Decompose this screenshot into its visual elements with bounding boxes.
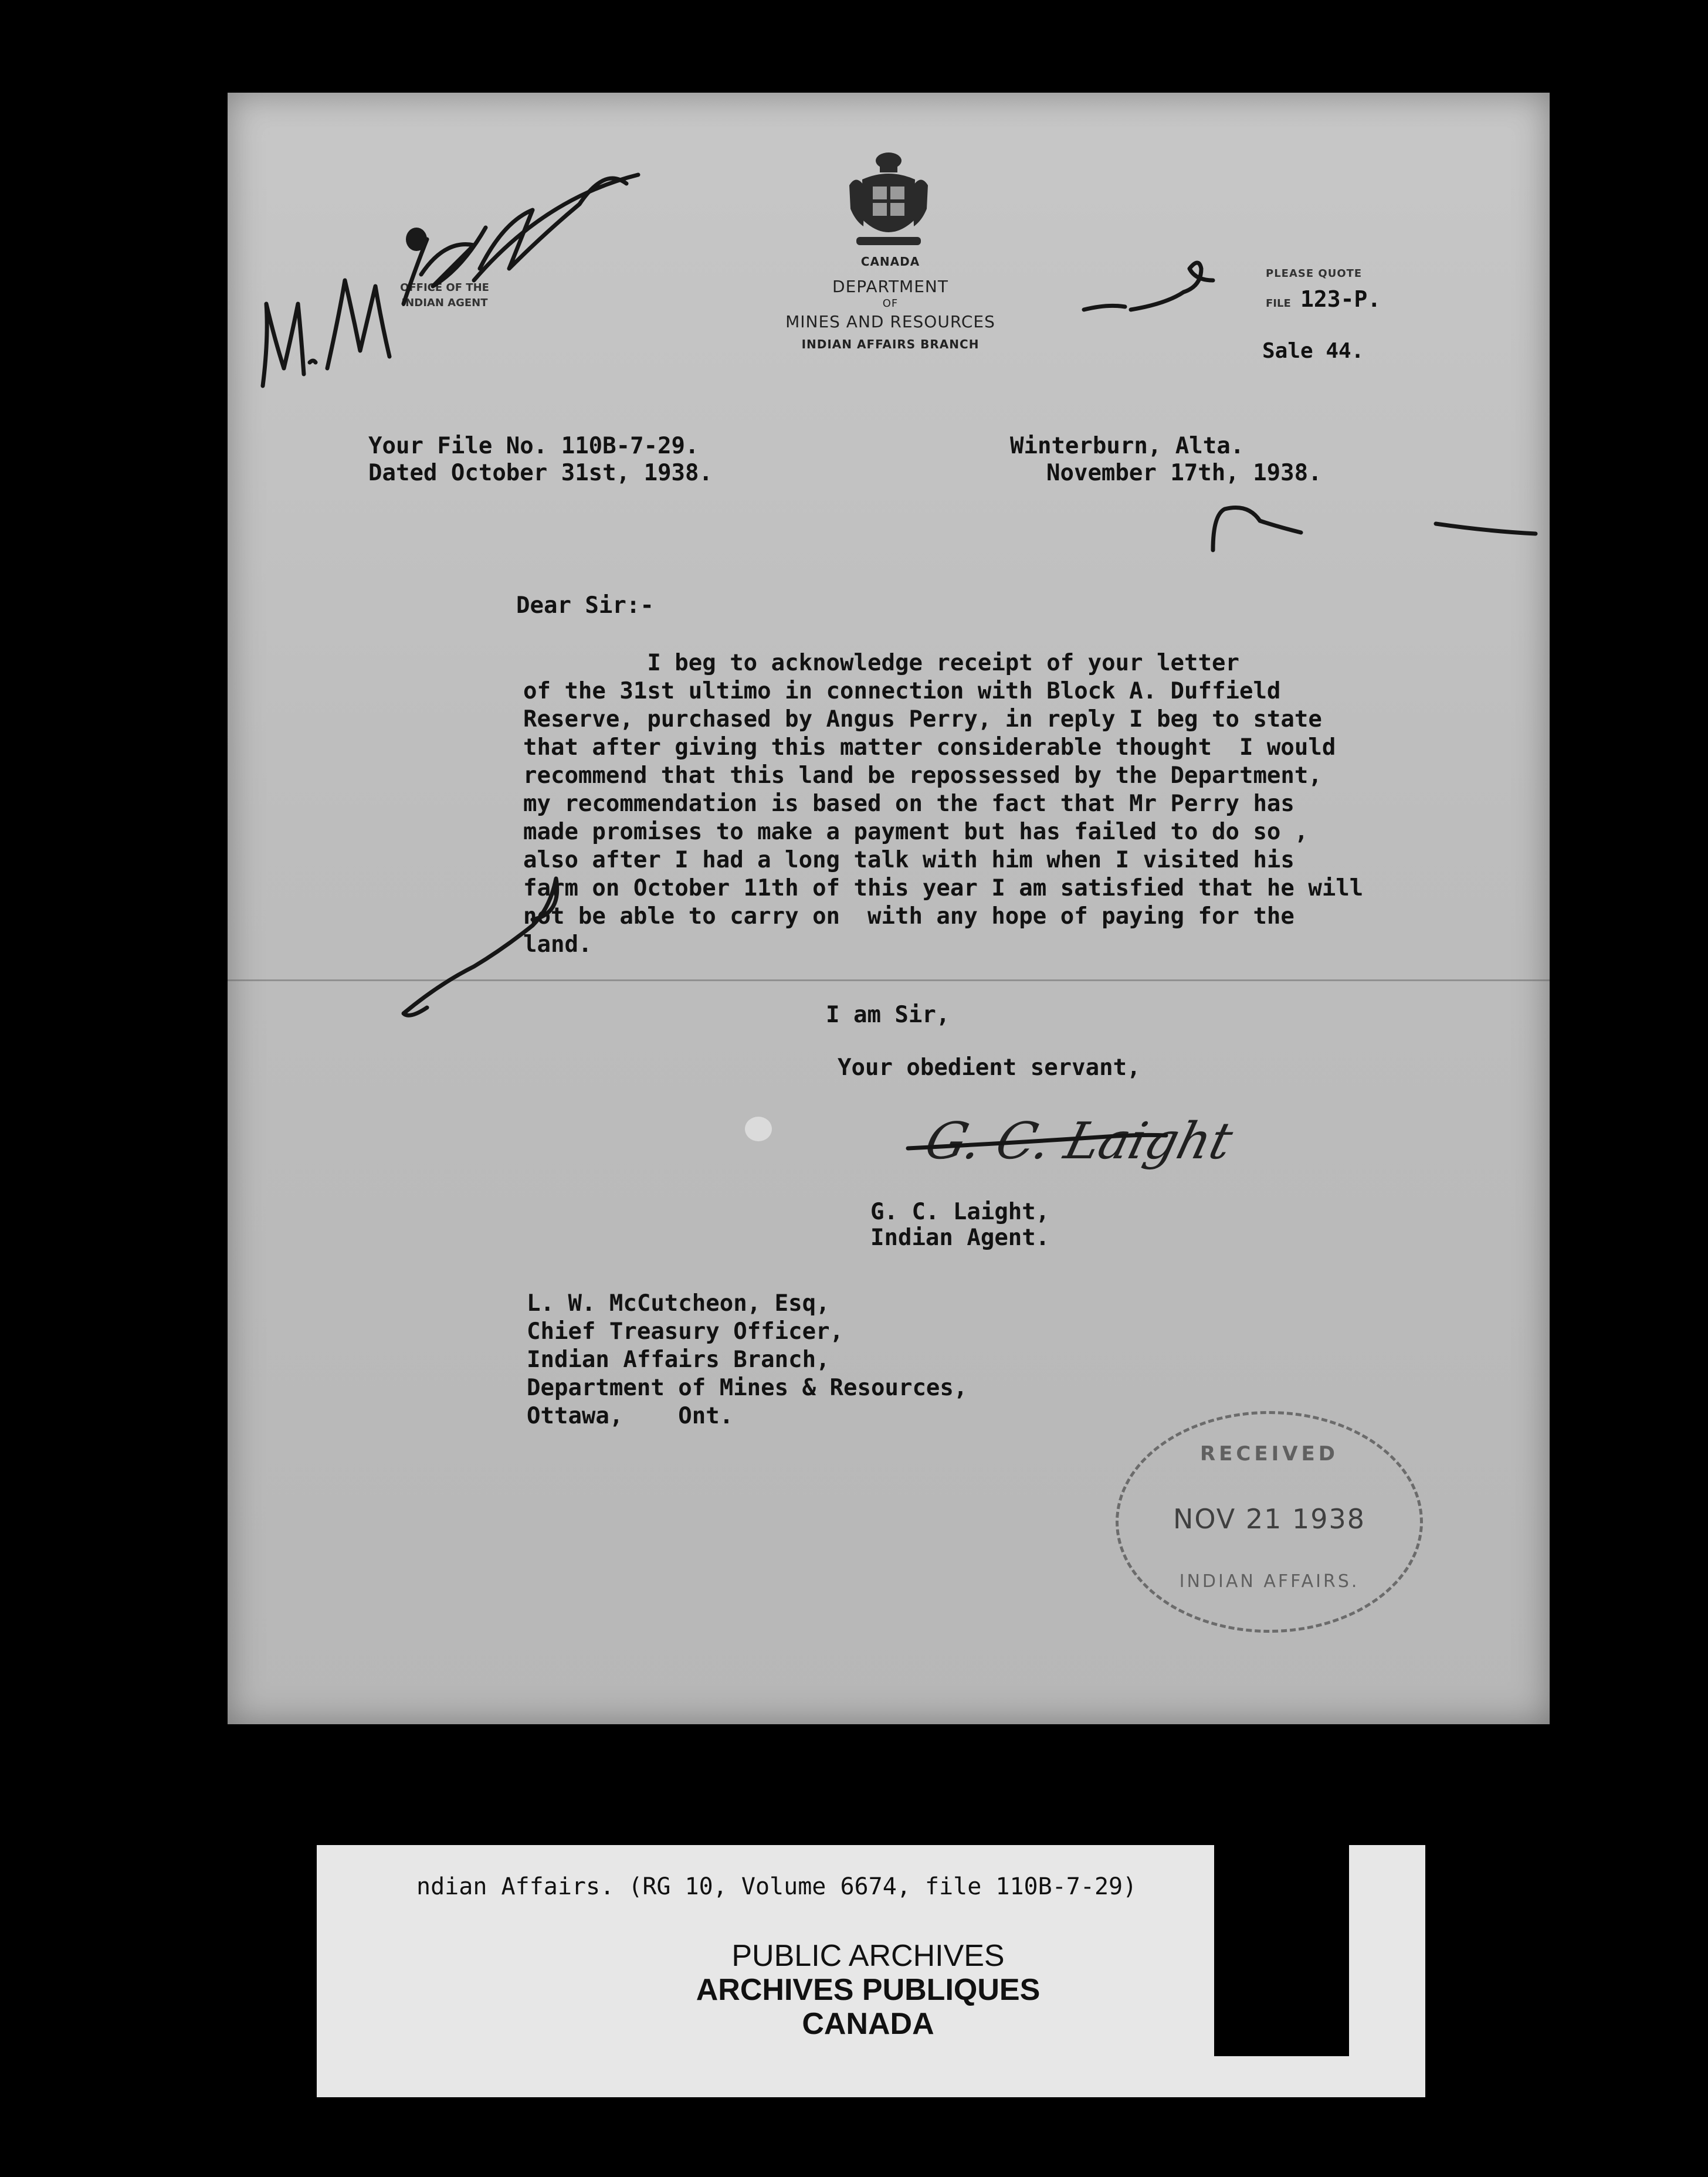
signer-title: Indian Agent. — [870, 1225, 1050, 1251]
body-line: Reserve, purchased by Angus Perry, in reply I beg to state — [523, 706, 1322, 733]
archive-caption: ndian Affairs. (RG 10, Volume 6674, file 110B-7-29) — [416, 1873, 1137, 1900]
archive-title — [598, 1939, 1138, 2041]
place: Winterburn, Alta. — [1010, 433, 1245, 459]
department-line2: OF — [882, 297, 899, 310]
please-quote-label: PLEASE QUOTE — [1266, 267, 1363, 280]
recipient-line: Indian Affairs Branch, — [527, 1347, 830, 1373]
sale-number: Sale 44. — [1262, 339, 1364, 363]
signer-name: G. C. Laight, — [870, 1199, 1050, 1225]
salutation: Dear Sir:- — [516, 592, 654, 619]
label-base — [317, 2056, 1425, 2097]
file-label: FILE — [1266, 297, 1291, 310]
archive-line2: ARCHIVES PUBLIQUES — [696, 1973, 1041, 2007]
received-stamp-date: NOV 21 1938 — [1172, 1503, 1366, 1535]
handwritten-annotations — [228, 93, 1550, 1724]
closing-line2: Your obedient servant, — [838, 1054, 1141, 1081]
archive-label — [317, 1845, 1214, 2056]
recipient-line: Department of Mines & Resources, — [527, 1375, 968, 1401]
office-stamp-line2: INDIAN AGENT — [401, 297, 488, 309]
body-line: not be able to carry on with any hope of paying for the — [523, 903, 1294, 930]
body-line: land. — [523, 931, 592, 958]
dated-reference: Dated October 31st, 1938. — [368, 460, 713, 486]
body-line: recommend that this land be repossessed by the Department, — [523, 762, 1322, 789]
label-notch — [1214, 1845, 1349, 1910]
department-line1: DEPARTMENT — [832, 277, 948, 296]
archive-line1: PUBLIC ARCHIVES — [731, 1939, 1005, 1973]
body-line: of the 31st ultimo in connection with Block A. Duffield — [523, 678, 1281, 704]
signature: G. C. Laight — [919, 1112, 1239, 1171]
received-stamp-top: RECEIVED — [1200, 1442, 1338, 1466]
archive-line3: CANADA — [802, 2007, 934, 2041]
body-line: also after I had a long talk with him when I visited his — [523, 847, 1294, 873]
received-stamp-bottom: INDIAN AFFAIRS. — [1179, 1571, 1360, 1592]
body-line: made promises to make a payment but has failed to do so , — [523, 819, 1309, 845]
branch-label: INDIAN AFFAIRS BRANCH — [801, 337, 980, 351]
file-value: 123-P. — [1300, 286, 1381, 312]
body-line: I beg to acknowledge receipt of your letter — [523, 650, 1239, 676]
body-line: farm on October 11th of this year I am satisfied that he will — [523, 875, 1364, 901]
country-label: CANADA — [860, 255, 920, 269]
recipient-line: L. W. McCutcheon, Esq, — [527, 1290, 830, 1317]
department-line3: MINES AND RESOURCES — [785, 312, 995, 331]
body-line: that after giving this matter considerable thought I would — [523, 734, 1336, 761]
your-file-reference: Your File No. 110B-7-29. — [368, 433, 699, 459]
office-stamp-line1: OFFICE OF THE — [400, 282, 489, 294]
letter-date: November 17th, 1938. — [1046, 460, 1322, 486]
recipient-line: Ottawa, Ont. — [527, 1403, 734, 1429]
letter-page — [228, 93, 1550, 1724]
recipient-line: Chief Treasury Officer, — [527, 1318, 844, 1345]
body-line: my recommendation is based on the fact that Mr Perry has — [523, 791, 1294, 817]
closing-line1: I am Sir, — [826, 1002, 950, 1028]
